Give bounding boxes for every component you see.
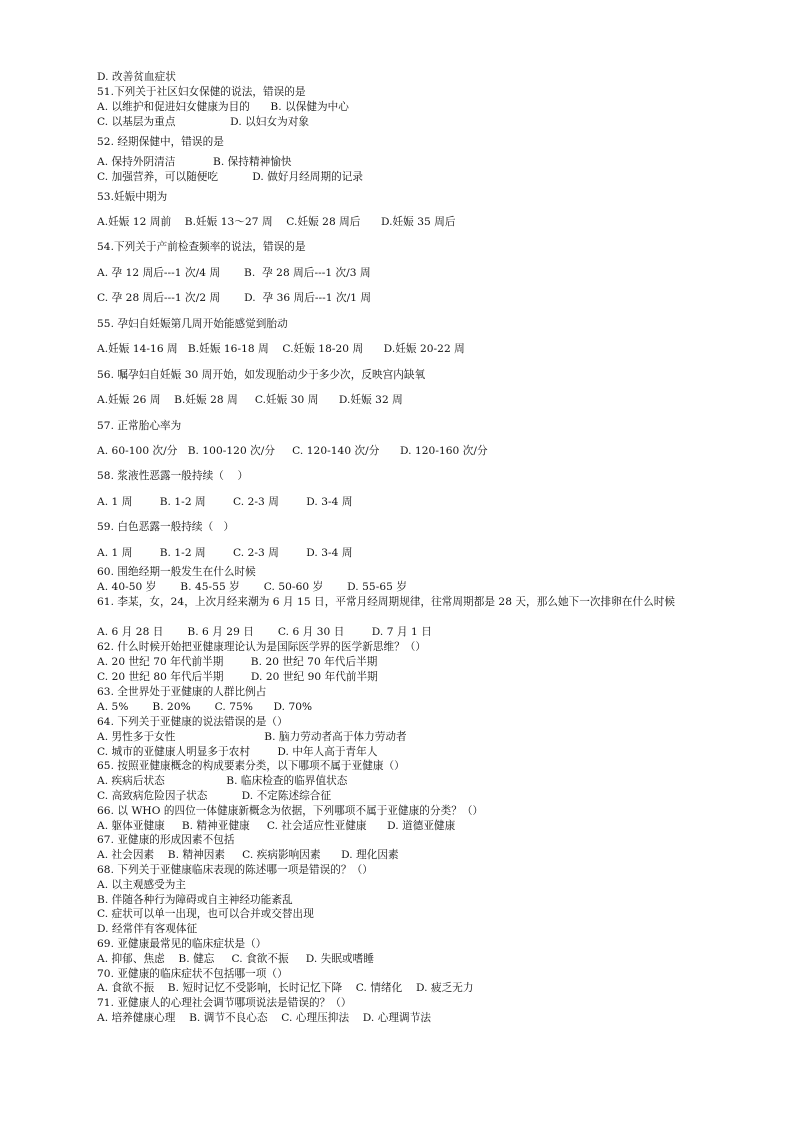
text-line: 64. 下列关于亚健康的说法错误的是（） <box>97 716 288 728</box>
text-line: C. 加强营养，可以随便吃 D. 做好月经周期的记录 <box>97 171 364 183</box>
text-line: 59. 白色恶露一般持续（ ） <box>97 521 235 533</box>
text-line: A. 男性多于女性 B. 脑力劳动者高于体力劳动者 <box>97 731 407 743</box>
text-line: A.妊娠 12 周前 B.妊娠 13～27 周 C.妊娠 28 周后 D.妊娠 35 周后 <box>97 216 456 228</box>
text-line: 69. 亚健康最常见的临床症状是（） <box>97 938 267 950</box>
text-line: A. 60-100 次/分 B. 100-120 次/分 C. 120-140 次/分 D. 120-160 次/分 <box>97 445 488 457</box>
text-line: 65. 按照亚健康概念的构成要素分类，以下哪项不属于亚健康（） <box>97 760 405 772</box>
text-line: C. 城市的亚健康人明显多于农村 D. 中年人高于青年人 <box>97 746 378 758</box>
text-line: A. 20 世纪 70 年代前半期 B. 20 世纪 70 年代后半期 <box>97 656 378 668</box>
text-line: A. 1 周 B. 1-2 周 C. 2-3 周 D. 3-4 周 <box>97 547 353 559</box>
text-line: 53.妊娠中期为 <box>97 191 168 203</box>
text-line: A. 以维护和促进妇女健康为目的 B. 以保健为中心 <box>97 101 349 113</box>
text-line: A. 疾病后状态 B. 临床检查的临界值状态 <box>97 775 348 787</box>
text-line: 60. 围绝经期一般发生在什么时候 <box>97 566 256 578</box>
text-line: A.妊娠 14-16 周 B.妊娠 16-18 周 C.妊娠 18-20 周 D.妊娠 20-22 周 <box>97 343 465 355</box>
text-line: 70. 亚健康的临床症状不包括哪一项（） <box>97 968 288 980</box>
text-line: C. 高致病危险因子状态 D. 不定陈述综合征 <box>97 790 332 802</box>
text-line: 55. 孕妇自妊娠第几周开始能感觉到胎动 <box>97 318 288 330</box>
text-line: 63. 全世界处于亚健康的人群比例占 <box>97 686 267 698</box>
text-line: 52. 经期保健中，错误的是 <box>97 136 224 148</box>
text-line: A. 培养健康心理 B. 调节不良心态 C. 心理压抑法 D. 心理调节法 <box>97 1012 431 1024</box>
text-line: A. 躯体亚健康 B. 精神亚健康 C. 社会适应性亚健康 D. 道德亚健康 <box>97 820 456 832</box>
text-line: C. 20 世纪 80 年代后半期 D. 20 世纪 90 年代前半期 <box>97 671 378 683</box>
text-line: A. 社会因素 B. 精神因素 C. 疾病影响因素 D. 理化因素 <box>97 849 399 861</box>
text-line: A. 孕 12 周后---1 次/4 周 B. 孕 28 周后---1 次/3 周 <box>97 267 371 279</box>
text-line: 56. 嘱孕妇自妊娠 30 周开始，如发现胎动少于多少次，反映宫内缺氧 <box>97 369 426 381</box>
text-line: A. 以主观感受为主 <box>97 879 187 891</box>
text-line: C. 症状可以单一出现，也可以合并或交替出现 <box>97 908 314 920</box>
text-line: A. 40-50 岁 B. 45-55 岁 C. 50-60 岁 D. 55-65 岁 <box>97 581 407 593</box>
text-line: A. 保持外阴清洁 B. 保持精神愉快 <box>97 156 292 168</box>
text-line: 57. 正常胎心率为 <box>97 420 182 432</box>
text-line: D. 改善贫血症状 <box>97 71 176 83</box>
text-line: 54.下列关于产前检查频率的说法，错误的是 <box>97 241 306 253</box>
text-line: 58. 浆液性恶露一般持续（ ） <box>97 470 249 482</box>
text-line: A. 6 月 28 日 B. 6 月 29 日 C. 6 月 30 日 D. 7 月 1 日 <box>97 626 432 638</box>
text-line: 68. 下列关于亚健康临床表现的陈述哪一项是错误的？（） <box>97 864 373 876</box>
text-line: A.妊娠 26 周 B.妊娠 28 周 C.妊娠 30 周 D.妊娠 32 周 <box>97 394 403 406</box>
text-line: B. 伴随各种行为障碍或自主神经功能紊乱 <box>97 894 293 906</box>
text-line: A. 食欲不振 B. 短时记忆不受影响，长时记忆下降 C. 情绪化 D. 疲乏无力 <box>97 982 474 994</box>
text-line: C. 以基层为重点 D. 以妇女为对象 <box>97 116 310 128</box>
text-line: A. 抑郁、焦虑 B. 健忘 C. 食欲不振 D. 失眠或嗜睡 <box>97 953 374 965</box>
text-line: 66. 以 WHO 的四位一体健康新概念为依据，下列哪项不属于亚健康的分类？（） <box>97 805 484 817</box>
text-line: 51.下列关于社区妇女保健的说法，错误的是 <box>97 86 306 98</box>
text-line: 62. 什么时候开始把亚健康理论认为是国际医学界的医学新思维？（） <box>97 641 427 653</box>
text-line: 71. 亚健康人的心理社会调节哪项说法是错误的？（） <box>97 997 352 1009</box>
text-line: D. 经常伴有客观体征 <box>97 923 198 935</box>
text-line: 61. 李某，女，24，上次月经来潮为 6 月 15 日，平常月经周期规律，往常周期都是 28 天，那么她下一次排卵在什么时候 <box>97 596 676 608</box>
text-line: A. 5% B. 20% C. 75% D. 70% <box>97 701 313 713</box>
text-line: A. 1 周 B. 1-2 周 C. 2-3 周 D. 3-4 周 <box>97 496 353 508</box>
text-line: C. 孕 28 周后---1 次/2 周 D. 孕 36 周后---1 次/1 周 <box>97 292 372 304</box>
text-line: 67. 亚健康的形成因素不包括 <box>97 834 235 846</box>
